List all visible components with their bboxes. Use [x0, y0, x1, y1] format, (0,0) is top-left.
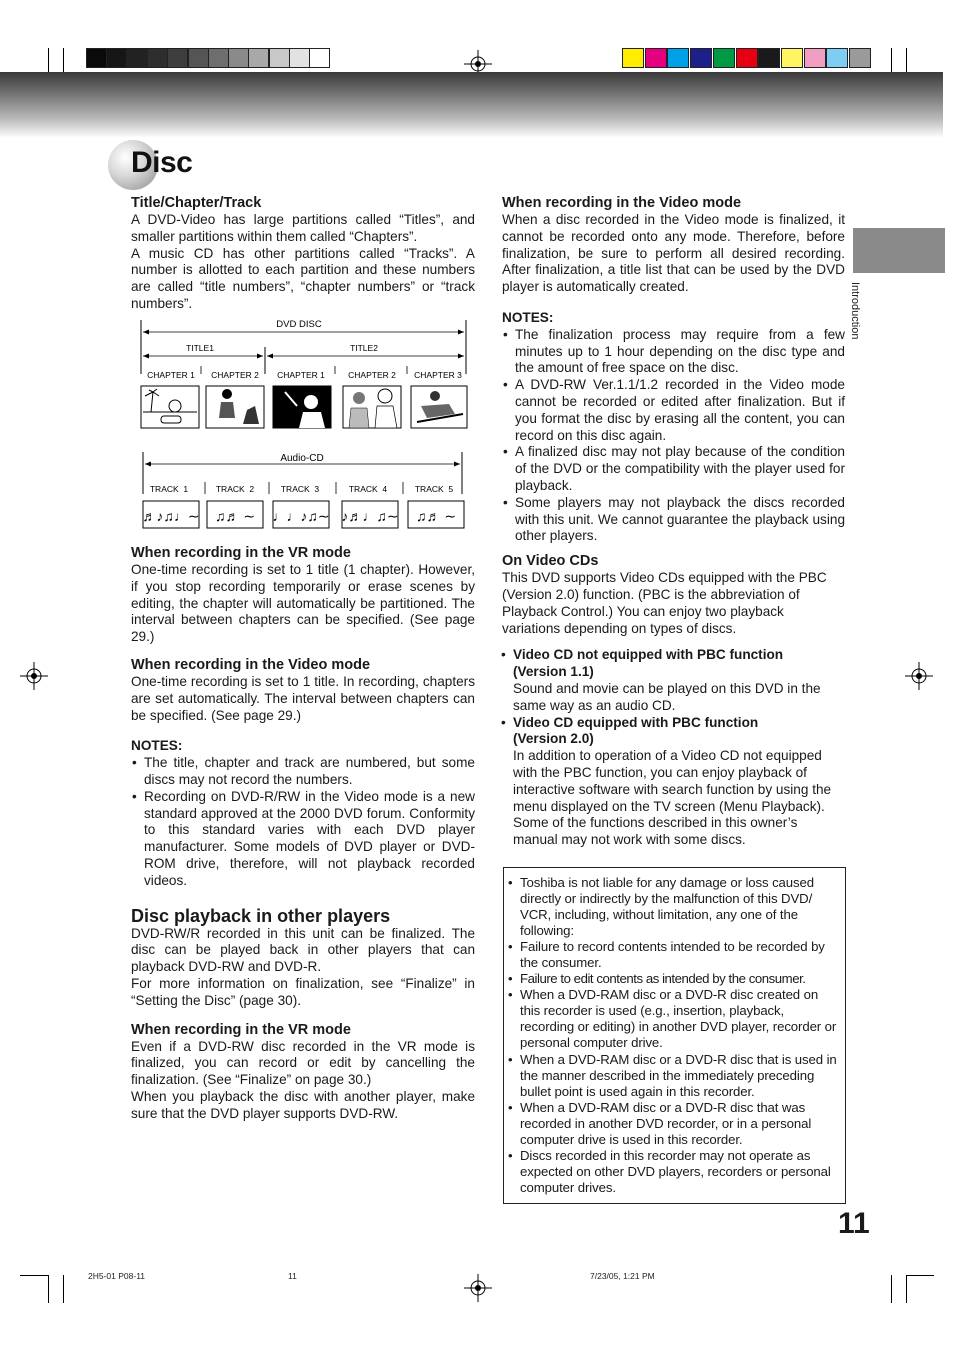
calibration-swatch — [826, 48, 848, 68]
footer-center: 11 — [288, 1271, 297, 1281]
audio-cd-label: Audio-CD — [280, 453, 324, 464]
notes-list — [131, 755, 475, 889]
calibration-swatch — [147, 48, 168, 68]
footer-right: 7/23/05, 1:21 PM — [590, 1271, 655, 1281]
music-notes-icon: ♩♩♪♫∼ — [272, 508, 330, 524]
track-label: TRACK 1 — [149, 484, 189, 494]
footer-left: 2H5-01 P08-11 — [88, 1271, 146, 1281]
calibration-swatch — [188, 48, 209, 68]
list-item: • Some players may not playback the discs recorded with this unit. We cannot guarantee the playback using other players. — [515, 495, 845, 545]
notes-heading: NOTES: — [502, 309, 554, 325]
right-column — [502, 195, 845, 849]
list-item: • The finalization process may require from a few minutes up to 1 hour depending on the disc type and the amount of free space on the disc. — [515, 327, 845, 377]
chapter-thumbnail-beach — [141, 386, 199, 428]
paragraph: DVD-RW/R recorded in this unit can be finalized. The disc can be played back in other players that can playback DVD-RW and DVD-R. — [131, 925, 475, 975]
music-notes-icon: ♬♪♫♩∼ — [142, 508, 200, 524]
section-tab — [853, 228, 945, 273]
paragraph: When you playback the disc with another player, make sure that the DVD player supports DVD-RW. — [131, 1088, 475, 1121]
paragraph: One-time recording is set to 1 title (1 chapter). However, if you stop recording temporarily or erase scenes by editing, the chapter will automatically be partitioned. The interval between chapters can be specified. (See page 29.) — [131, 562, 475, 645]
list-item: • When a DVD-RAM disc or a DVD-R disc that is used in the manner described in the immediately preceding bullet point is used again in this recorder. — [520, 1052, 839, 1100]
list-item: • A DVD-RW Ver.1.1/1.2 recorded in the Video mode cannot be recorded or edited after finalization. But if you format the disc by erasing all the content, you can record on this disc again. — [515, 377, 845, 444]
page-title: Disc — [131, 146, 193, 179]
chapter-thumbnail-couple — [343, 386, 401, 428]
track-label: TRACK 4 — [348, 484, 388, 494]
list-item: • Failure to edit contents as intended by the consumer. — [520, 971, 839, 987]
music-notes-icon: ♫♬ ∼ — [214, 508, 256, 524]
calibration-swatch — [289, 48, 310, 68]
calibration-swatch — [713, 48, 735, 68]
list-item: • Recording on DVD-R/RW in the Video mode is a new standard approved at the 2000 DVD forum. Conformity to this standard varies with each DVD player manufacturer. Some models of DVD player or DVD-ROM drive, therefore, will not playback recorded videos. — [144, 789, 475, 890]
calibration-swatch — [736, 48, 758, 68]
list-item: • A finalized disc may not play because of the condition of the DVD or the compatibility with the player used for playback. — [515, 444, 845, 494]
section-heading-large: Disc playback in other players — [131, 905, 391, 926]
list-item: • Discs recorded in this recorder may not operate as expected on other DVD players, recorders or personal computer drives. — [520, 1148, 839, 1196]
calibration-swatch — [849, 48, 871, 68]
header-gradient-band — [0, 72, 943, 138]
chapter-label: CHAPTER 2 — [211, 370, 259, 380]
page-number: 11 — [838, 1207, 870, 1240]
chapter-label: CHAPTER 3 — [414, 370, 462, 380]
calibration-swatch — [309, 48, 330, 68]
list-item: • Failure to record contents intended to be recorded by the consumer. — [520, 939, 839, 971]
chapter-label: CHAPTER 1 — [147, 370, 195, 380]
registration-target-icon — [20, 662, 48, 690]
calibration-swatch — [208, 48, 229, 68]
calibration-swatch — [228, 48, 249, 68]
calibration-swatch — [167, 48, 188, 68]
chapter-thumbnail-hiker — [206, 386, 264, 428]
paragraph: A music CD has other partitions called “Tracks”. A number is allotted to each partition and these numbers are called “title numbers”, “chapter numbers” or “track numbers”. — [131, 245, 475, 311]
paragraph: This DVD supports Video CDs equipped with the PBC (Version 2.0) function. (PBC is the abbreviation of Playback Control.) You can enjoy two playback variations depending on types of discs. — [502, 570, 827, 636]
music-notes-icon: ♫♬ ∼ — [415, 508, 457, 524]
calibration-swatch — [804, 48, 826, 68]
title-label: TITLE1 — [186, 343, 214, 353]
section-heading: Title/Chapter/Track — [131, 195, 262, 211]
left-column-top — [131, 195, 475, 313]
calibration-swatch — [758, 48, 780, 68]
disc-structure-diagram — [135, 314, 475, 532]
list-item — [513, 647, 845, 714]
vcd-item-text: Sound and movie can be played on this DVD in the same way as an audio CD. — [513, 680, 821, 713]
notes-heading: NOTES: — [131, 738, 183, 754]
list-item: • Toshiba is not liable for any damage or loss caused directly or indirectly by the malfunction of this DVD/ VCR, including, without limitation, any one of the following: — [520, 875, 839, 939]
disclaimer-box — [503, 867, 846, 1204]
chapter-thumbnail-skateboarder — [411, 386, 467, 428]
left-column-bottom — [131, 545, 475, 1123]
paragraph: A DVD-Video has large partitions called “Titles”, and smaller partitions within them called “Chapters”. — [131, 212, 475, 244]
vcd-item-title: • Video CD equipped with PBC function (Version 2.0) — [513, 714, 759, 747]
calibration-swatch — [622, 48, 644, 68]
registration-target-icon — [905, 662, 933, 690]
vcd-item-title: • Video CD not equipped with PBC function (Version 1.1) — [513, 647, 784, 680]
list-item: • When a DVD-RAM disc or a DVD-R disc created on this recorder is used (e.g., insertion, playback, recording or editing) in another DVD player, recorder or personal computer drive. — [520, 987, 839, 1051]
title-label: TITLE2 — [350, 343, 378, 353]
calibration-swatch — [106, 48, 127, 68]
calibration-swatch — [781, 48, 803, 68]
track-label: TRACK 3 — [280, 484, 320, 494]
paragraph: For more information on finalization, see “Finalize” in “Setting the Disc” (page 30). — [131, 975, 475, 1008]
calibration-swatch — [667, 48, 689, 68]
chapter-thumbnail-performer — [273, 386, 331, 428]
notes-list — [502, 327, 845, 545]
list-item — [513, 715, 845, 849]
chapter-label: CHAPTER 1 — [277, 370, 325, 380]
paragraph: One-time recording is set to 1 title. In recording, chapters are set automatically. The interval between chapters can be specified. (See page 29.) — [131, 673, 475, 723]
section-heading: When recording in the VR mode — [131, 1021, 351, 1038]
calibration-swatch — [86, 48, 107, 68]
calibration-swatch — [690, 48, 712, 68]
section-label: Introduction — [849, 282, 861, 340]
track-label: TRACK 5 — [414, 484, 454, 494]
vcd-list — [502, 647, 845, 849]
calibration-swatch — [645, 48, 667, 68]
list-item: • When a DVD-RAM disc or a DVD-R disc that was recorded in another DVD recorder, or in a personal computer drive is used in this recorder. — [520, 1100, 839, 1148]
chapter-label: CHAPTER 2 — [348, 370, 396, 380]
calibration-swatch — [269, 48, 290, 68]
list-item: • The title, chapter and track are numbered, but some discs may not record the numbers. — [144, 755, 475, 789]
dvd-disc-label: DVD DISC — [276, 319, 322, 330]
vcd-item-text: In addition to operation of a Video CD not equipped with the PBC function, you can enjoy playback of interactive software with search function by using the menu displayed on the TV screen (Menu Playback). Some of the functions described in this owner’s manual may not work with some discs. — [513, 748, 832, 848]
section-heading: When recording in the Video mode — [131, 656, 371, 673]
section-heading: When recording in the VR mode — [131, 545, 351, 561]
track-label: TRACK 2 — [215, 484, 255, 494]
paragraph: When a disc recorded in the Video mode is finalized, it cannot be recorded onto any mode. Therefore, before finalization, be sure to perform all desired recording. After finalization, a title list that can be used by the DVD player is automatically created. — [502, 212, 845, 295]
disclaimer-list — [520, 875, 839, 1196]
calibration-swatch — [127, 48, 148, 68]
calibration-swatch — [248, 48, 269, 68]
paragraph: Even if a DVD-RW disc recorded in the VR mode is finalized, you can record or edit by cancelling the finalization. (See “Finalize” on page 30.) — [131, 1038, 475, 1088]
section-heading: On Video CDs — [502, 553, 599, 570]
registration-target-icon — [464, 1274, 492, 1302]
music-notes-icon: ♪♬♩♫∼ — [341, 508, 399, 524]
section-heading: When recording in the Video mode — [502, 195, 742, 211]
